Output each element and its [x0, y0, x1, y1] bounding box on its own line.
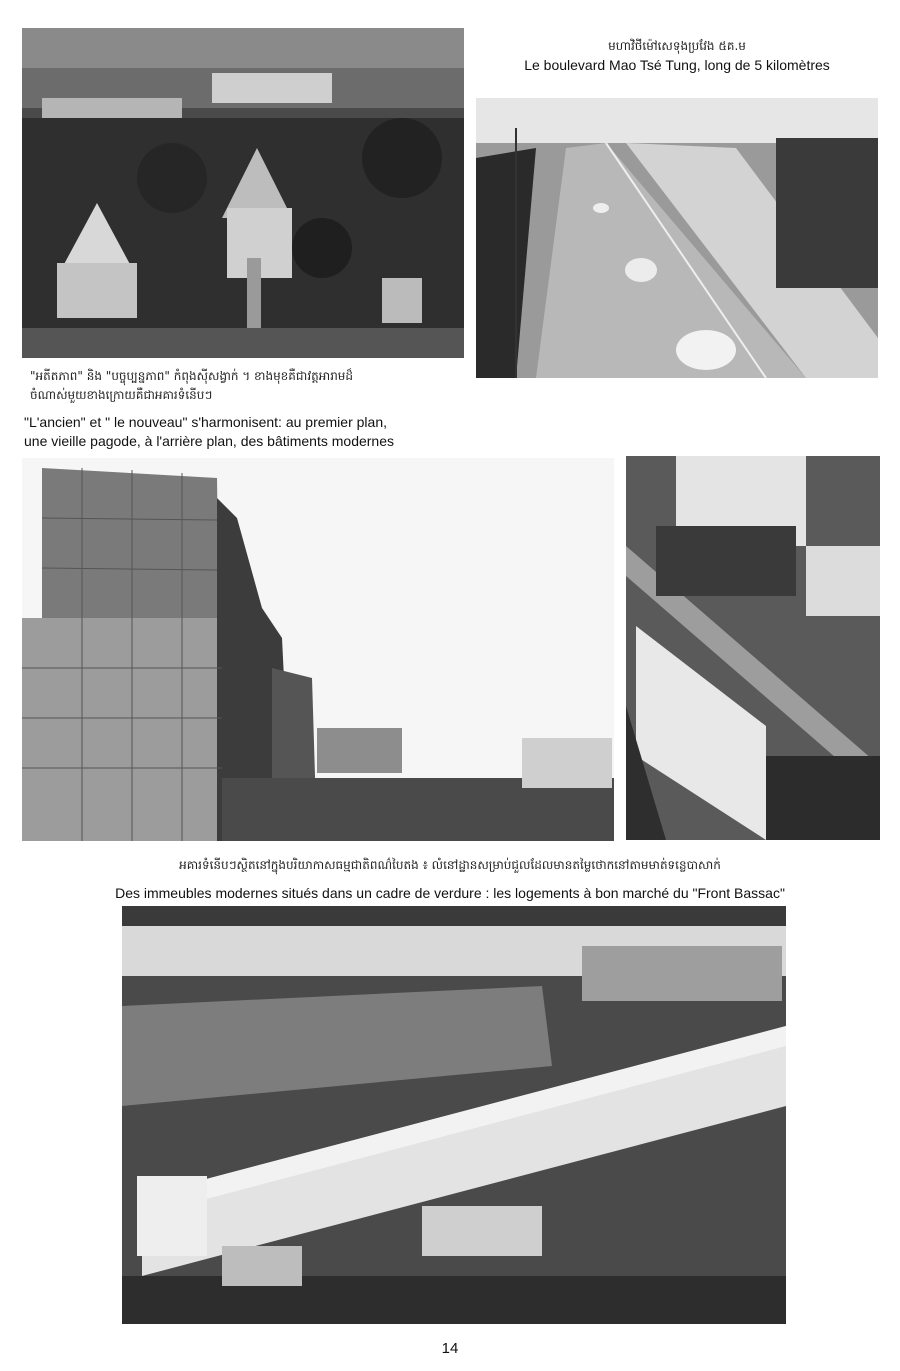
pagoda-caption-khmer-line2: ចំណាស់មួយខាងក្រោយគឺជាអគារទំនើបៗ — [30, 388, 213, 402]
modern-buildings-photo — [22, 458, 614, 841]
bassac-caption-french: Des immeubles modernes situés dans un cadre de verdure : les logements à bon marché du "Front Bassac" — [115, 885, 785, 901]
front-bassac-photo — [122, 906, 786, 1324]
pagoda-aerial-photo — [22, 28, 464, 358]
pagoda-caption-french-line1: "L'ancien" et " le nouveau" s'harmonisent: au premier plan, — [24, 414, 387, 430]
bassac-caption-khmer: អគារទំនើបៗស្ថិតនៅក្នុងបរិយាកាសធម្មជាតិពណ៌បៃតង ៖ លំនៅដ្ឋានសម្រាប់ជួលដែលមានតម្លៃថោកនៅតាមមាត់ទន្លេបាសាក់ — [179, 858, 721, 872]
page-number: 14 — [441, 1340, 459, 1357]
pagoda-caption-khmer-line1: "អតីតភាព" និង "បច្ចុប្បន្នភាព" កំពុងស៊ីសង្វាក់ ។ ខាងមុខគឺជាវត្តអារាមដ៏ — [30, 369, 354, 383]
boulevard-caption-french: Le boulevard Mao Tsé Tung, long de 5 kilomètres — [524, 57, 830, 73]
pagoda-caption-french-line2: une vieille pagode, à l'arrière plan, des bâtiments modernes — [24, 433, 395, 449]
boulevard-photo — [476, 98, 878, 378]
boulevard-caption-khmer: មហាវិថីម៉ៅសេទុងប្រវែង ៥គ.ម — [608, 39, 746, 53]
housing-aerial-photo — [626, 456, 880, 840]
